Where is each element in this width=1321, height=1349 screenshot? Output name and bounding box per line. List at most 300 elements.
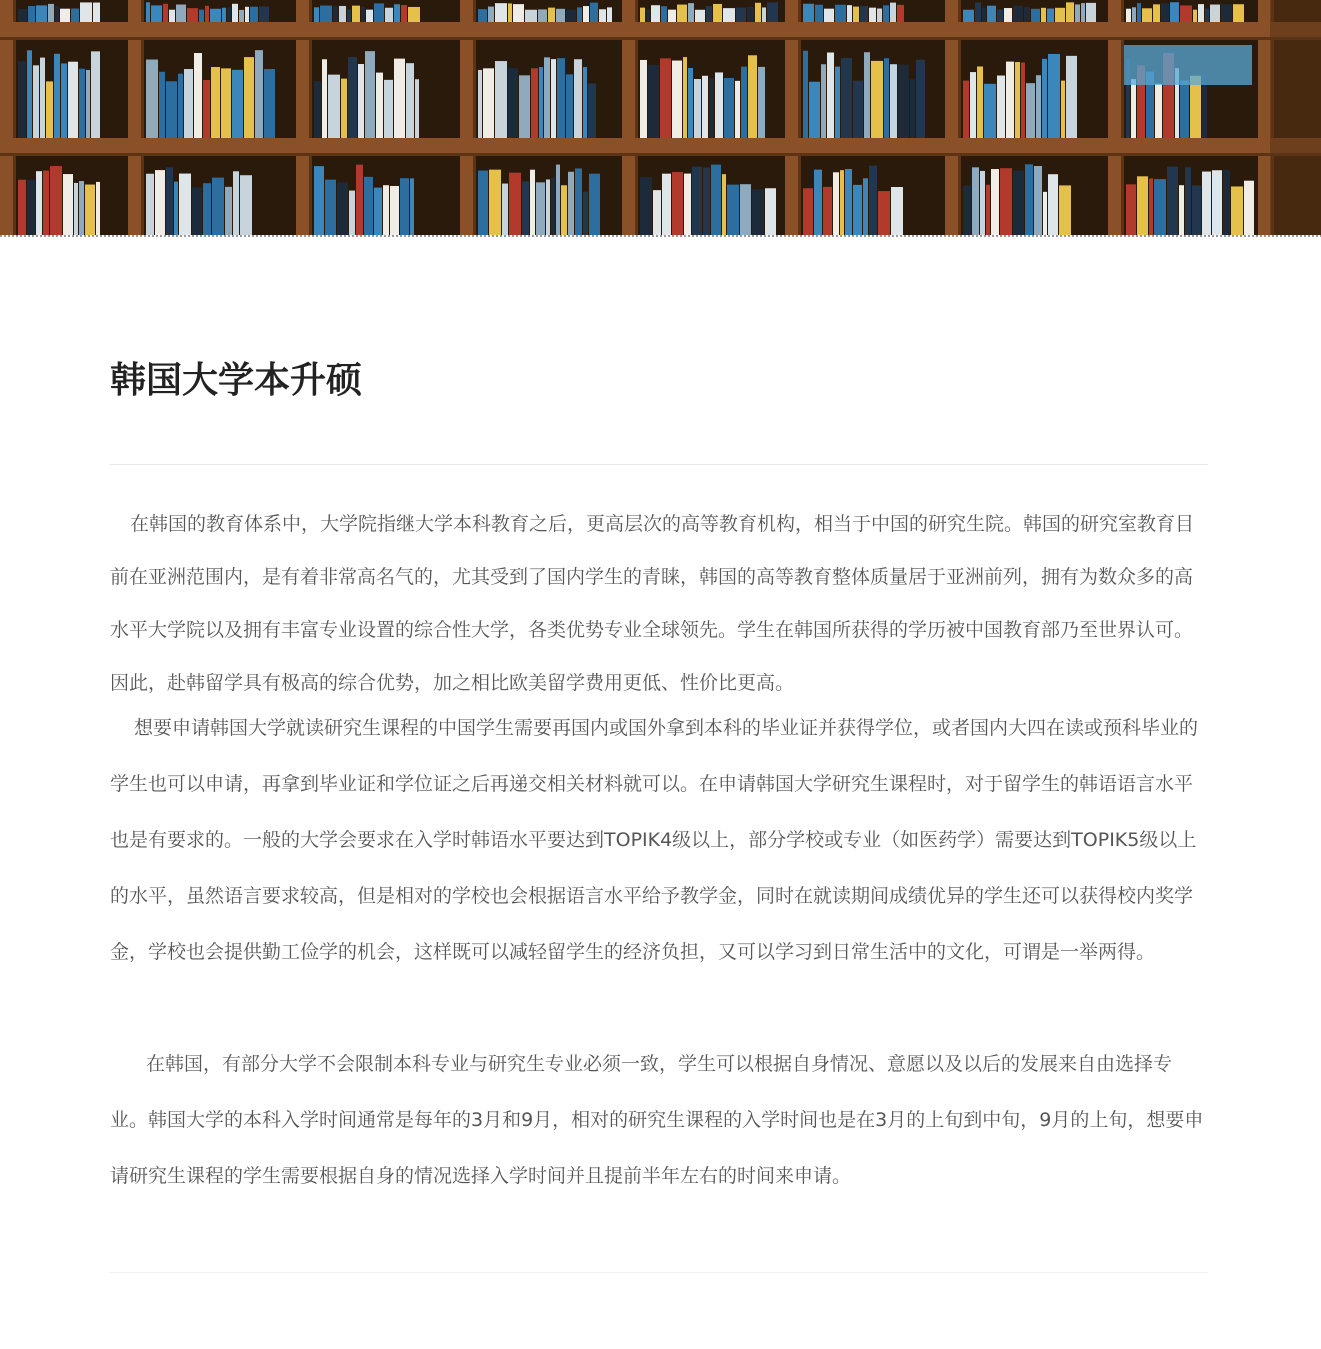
book [352, 6, 360, 22]
book [85, 185, 95, 236]
book [752, 189, 764, 236]
banner-bookshelf-image [0, 0, 1321, 236]
book [349, 191, 355, 236]
book [314, 7, 319, 22]
book [1059, 185, 1071, 236]
book [513, 4, 524, 22]
book [736, 8, 746, 22]
book [683, 57, 687, 138]
book [71, 9, 79, 22]
book [646, 10, 650, 22]
article-paragraph-1: 在韩国的教育体系中，大学院指继大学本科教育之后，更高层次的高等教育机构，相当于中国的研究生院。韩国的研究室教育目前在亚洲范围内，是有着非常高名气的，尤其受到了国内学生的青睐，韩国的高等教育整体质量居于亚洲前列，拥有为数众多的高水平大学院以及拥有丰富专业设置的综合性大学，各类优势专业全球领先。学生在韩国所获得的学历被中国教育部乃至世界认可。因此，赴韩留学具有极高的综合优势，加之相比欧美留学费用更低、性价比更高。 [110, 513, 1195, 694]
book [970, 72, 976, 138]
book [767, 2, 778, 22]
book [1015, 62, 1020, 138]
book [715, 72, 723, 138]
book [18, 180, 26, 236]
book [556, 9, 565, 22]
book [677, 5, 687, 22]
book [1048, 174, 1058, 236]
book [703, 168, 710, 236]
book [374, 3, 384, 22]
book [706, 6, 712, 22]
book [803, 51, 808, 138]
book [871, 61, 883, 138]
book [1193, 10, 1197, 22]
book [187, 8, 198, 22]
book [325, 180, 336, 236]
book [1055, 8, 1065, 22]
book [1221, 4, 1232, 22]
book [1205, 9, 1209, 22]
book [557, 58, 565, 138]
book [483, 68, 494, 138]
book [478, 70, 482, 138]
book [478, 171, 488, 236]
book [1244, 181, 1254, 236]
book [255, 50, 263, 138]
book [566, 10, 576, 22]
book [711, 165, 721, 236]
book [27, 50, 32, 138]
book [320, 6, 332, 22]
book [146, 174, 154, 236]
book [80, 2, 92, 22]
book [853, 81, 863, 138]
book [1180, 5, 1192, 22]
book [653, 190, 661, 236]
book [640, 60, 647, 138]
book [599, 9, 606, 22]
book [735, 81, 740, 138]
book [702, 76, 708, 138]
book [1013, 171, 1024, 236]
book [374, 188, 382, 236]
book [365, 51, 375, 138]
book [640, 177, 652, 236]
book [63, 174, 73, 236]
book [356, 165, 363, 236]
book [390, 186, 399, 236]
book [833, 172, 839, 236]
book [86, 70, 90, 138]
book [841, 58, 852, 138]
shelf-board-shade [0, 153, 1321, 156]
book [1021, 63, 1025, 138]
book [536, 182, 545, 236]
book [709, 78, 714, 138]
book [1086, 3, 1096, 22]
book [1081, 3, 1085, 22]
book [410, 178, 414, 236]
book [36, 5, 47, 22]
book [803, 4, 814, 22]
book [1061, 81, 1065, 138]
book [847, 5, 852, 22]
book [227, 7, 231, 22]
book [339, 6, 346, 22]
book [975, 3, 981, 22]
book [146, 60, 158, 138]
book [36, 171, 42, 236]
book [55, 6, 59, 22]
book [972, 167, 979, 236]
book [376, 73, 383, 138]
book [225, 187, 232, 236]
book [539, 67, 543, 138]
book [890, 3, 896, 22]
book [358, 64, 364, 138]
book [551, 59, 556, 138]
book [589, 174, 600, 236]
book [1132, 7, 1136, 22]
title-divider [110, 464, 1208, 465]
book [1025, 164, 1033, 236]
book [502, 184, 508, 236]
book [48, 4, 54, 22]
book [1047, 9, 1054, 22]
book [538, 9, 547, 22]
book [383, 185, 389, 236]
banner-bottom-edge [0, 235, 1321, 237]
book [210, 9, 221, 22]
book [1198, 4, 1204, 22]
book [54, 54, 60, 138]
shelf-light [1112, 45, 1252, 85]
book [1048, 54, 1060, 138]
book [1066, 2, 1074, 22]
book [495, 61, 507, 138]
book [18, 61, 26, 138]
bookshelf-illustration [0, 0, 1321, 236]
book [984, 84, 996, 138]
book [963, 186, 971, 236]
book [648, 65, 659, 138]
book [1210, 5, 1220, 22]
book [544, 57, 550, 138]
book [337, 182, 348, 236]
book [1075, 4, 1080, 22]
book [314, 81, 321, 138]
book [661, 6, 667, 22]
shelf-board-shade [0, 37, 1321, 40]
book [400, 178, 409, 236]
book [963, 81, 969, 138]
book [96, 182, 100, 236]
book [724, 78, 734, 138]
book [640, 8, 645, 22]
book [203, 183, 211, 236]
book [1149, 178, 1153, 236]
footer-divider [110, 1272, 1208, 1273]
book [860, 6, 868, 22]
book [897, 5, 904, 22]
book [1180, 80, 1189, 138]
book [91, 51, 100, 138]
book [660, 58, 671, 138]
book [588, 84, 596, 138]
book [79, 69, 85, 138]
book [835, 5, 846, 22]
book [239, 10, 244, 22]
book [1161, 3, 1169, 22]
book [176, 5, 186, 22]
book [688, 3, 694, 22]
book [146, 2, 150, 22]
book [522, 181, 529, 236]
book [884, 58, 889, 138]
book [891, 187, 903, 236]
book [723, 8, 735, 22]
book [566, 74, 573, 138]
book [1131, 79, 1136, 138]
book [1126, 184, 1136, 236]
book [651, 5, 660, 22]
book [688, 68, 693, 138]
book [1231, 186, 1243, 236]
book [1026, 83, 1035, 138]
book [151, 5, 162, 22]
book [1185, 167, 1191, 236]
book [361, 7, 365, 22]
book [863, 178, 868, 236]
page-title: 韩国大学本升硕 [110, 360, 363, 401]
book [997, 76, 1005, 138]
book [174, 182, 178, 236]
book [883, 5, 889, 22]
book [878, 191, 890, 236]
book [384, 80, 393, 138]
book [364, 177, 373, 236]
book [385, 8, 393, 22]
book [155, 170, 165, 236]
book [61, 63, 67, 138]
book [607, 7, 612, 22]
book [551, 177, 555, 236]
book [765, 188, 776, 236]
book [835, 67, 840, 138]
book [178, 74, 183, 138]
book [244, 57, 254, 138]
book [727, 185, 739, 236]
book [79, 181, 84, 236]
book [840, 170, 844, 236]
book [827, 53, 834, 138]
book [50, 166, 62, 236]
book [221, 68, 231, 138]
book [179, 174, 191, 236]
book [713, 4, 722, 22]
book [314, 166, 324, 236]
book [1155, 84, 1162, 138]
book [853, 185, 862, 236]
book [240, 175, 252, 236]
book [986, 185, 990, 236]
book [93, 3, 100, 22]
book [27, 180, 35, 236]
book [212, 178, 224, 236]
book [259, 6, 269, 22]
book [877, 9, 882, 22]
book [1137, 3, 1141, 22]
book [1170, 2, 1179, 22]
book [1154, 179, 1166, 236]
book [568, 172, 574, 236]
book [1036, 75, 1041, 138]
book [347, 9, 351, 22]
book [864, 52, 870, 138]
book [508, 3, 512, 22]
book [408, 7, 420, 22]
book [348, 57, 357, 138]
book [1153, 4, 1160, 22]
article-paragraph-3: 在韩国，有部分大学不会限制本科专业与研究生专业必须一致，学生可以根据自身情况、意愿以及以后的发展来自由选择专业。韩国大学的本科入学时间通常是每年的3月和9月，相对的研究生课程的入学时间也是在3月的上旬到中旬，9月的上旬，想要申请研究生课程的学生需要根据自身的情况选择入学时间并且提前半年左右的时间来申请。 [110, 1053, 1204, 1187]
book [722, 174, 726, 236]
book [232, 4, 238, 22]
book [546, 179, 550, 236]
book [245, 7, 249, 22]
book [556, 165, 560, 236]
book [575, 168, 582, 236]
book [205, 6, 209, 22]
book [1000, 168, 1012, 236]
book [1066, 56, 1077, 138]
book [211, 67, 220, 138]
book [40, 58, 45, 138]
book [169, 10, 175, 22]
book [1233, 4, 1244, 22]
book [997, 10, 1003, 22]
book [583, 192, 588, 236]
book [264, 69, 275, 138]
book [509, 173, 521, 236]
book [489, 170, 501, 236]
book [163, 4, 168, 22]
book [803, 188, 813, 236]
book [159, 72, 165, 138]
book [823, 187, 832, 236]
shelf-side [1270, 0, 1321, 236]
book [33, 65, 39, 138]
book [740, 184, 751, 236]
book [1024, 7, 1030, 22]
book [394, 59, 405, 138]
book [18, 9, 27, 22]
book [590, 3, 598, 22]
book [758, 67, 765, 138]
book [910, 79, 915, 138]
book [963, 10, 974, 22]
book [583, 67, 587, 138]
book [1137, 176, 1148, 236]
book [695, 10, 705, 22]
book [508, 68, 518, 138]
book [46, 81, 53, 138]
book [574, 59, 582, 138]
book [166, 167, 173, 236]
book [824, 9, 834, 22]
book [755, 3, 761, 22]
book [341, 79, 347, 138]
book [328, 75, 340, 138]
book [232, 70, 243, 138]
book [333, 6, 338, 22]
book [488, 7, 494, 22]
book [194, 53, 202, 138]
book [748, 55, 757, 138]
book [525, 10, 537, 22]
book [747, 7, 754, 22]
book [1167, 167, 1178, 236]
book [366, 10, 373, 22]
book [741, 67, 747, 138]
book [1042, 59, 1047, 138]
book [898, 65, 909, 138]
book [199, 10, 204, 22]
book [1179, 185, 1184, 236]
book [1013, 6, 1023, 22]
book [684, 174, 691, 236]
book [1034, 166, 1042, 236]
book [982, 7, 986, 22]
book [415, 79, 419, 138]
book [322, 59, 327, 138]
book [815, 5, 823, 22]
book [1212, 170, 1222, 236]
book [1031, 9, 1040, 22]
book [762, 7, 766, 22]
book [869, 8, 876, 22]
book [203, 80, 210, 138]
book [853, 7, 859, 22]
book [991, 169, 999, 236]
book [1126, 9, 1131, 22]
book [980, 171, 985, 236]
book [166, 81, 177, 138]
book [548, 8, 555, 22]
book [692, 167, 702, 236]
book [394, 4, 400, 22]
book [495, 3, 507, 22]
book [1006, 62, 1014, 138]
book [531, 68, 538, 138]
book [192, 187, 202, 236]
book [406, 63, 414, 138]
book [668, 10, 676, 22]
book [74, 183, 78, 236]
book [233, 171, 239, 236]
book [1223, 170, 1230, 236]
book [814, 170, 822, 236]
book [250, 7, 258, 22]
book [1190, 76, 1201, 138]
book [28, 6, 35, 22]
book [662, 174, 671, 236]
book [977, 66, 983, 138]
book [890, 64, 897, 138]
book [519, 75, 530, 138]
book [809, 82, 820, 138]
book [401, 5, 407, 22]
book [60, 9, 70, 22]
book [672, 172, 683, 236]
book [222, 8, 226, 22]
book [1041, 8, 1046, 22]
book [561, 185, 567, 236]
book [583, 6, 589, 22]
book [184, 69, 193, 138]
book [577, 7, 582, 22]
